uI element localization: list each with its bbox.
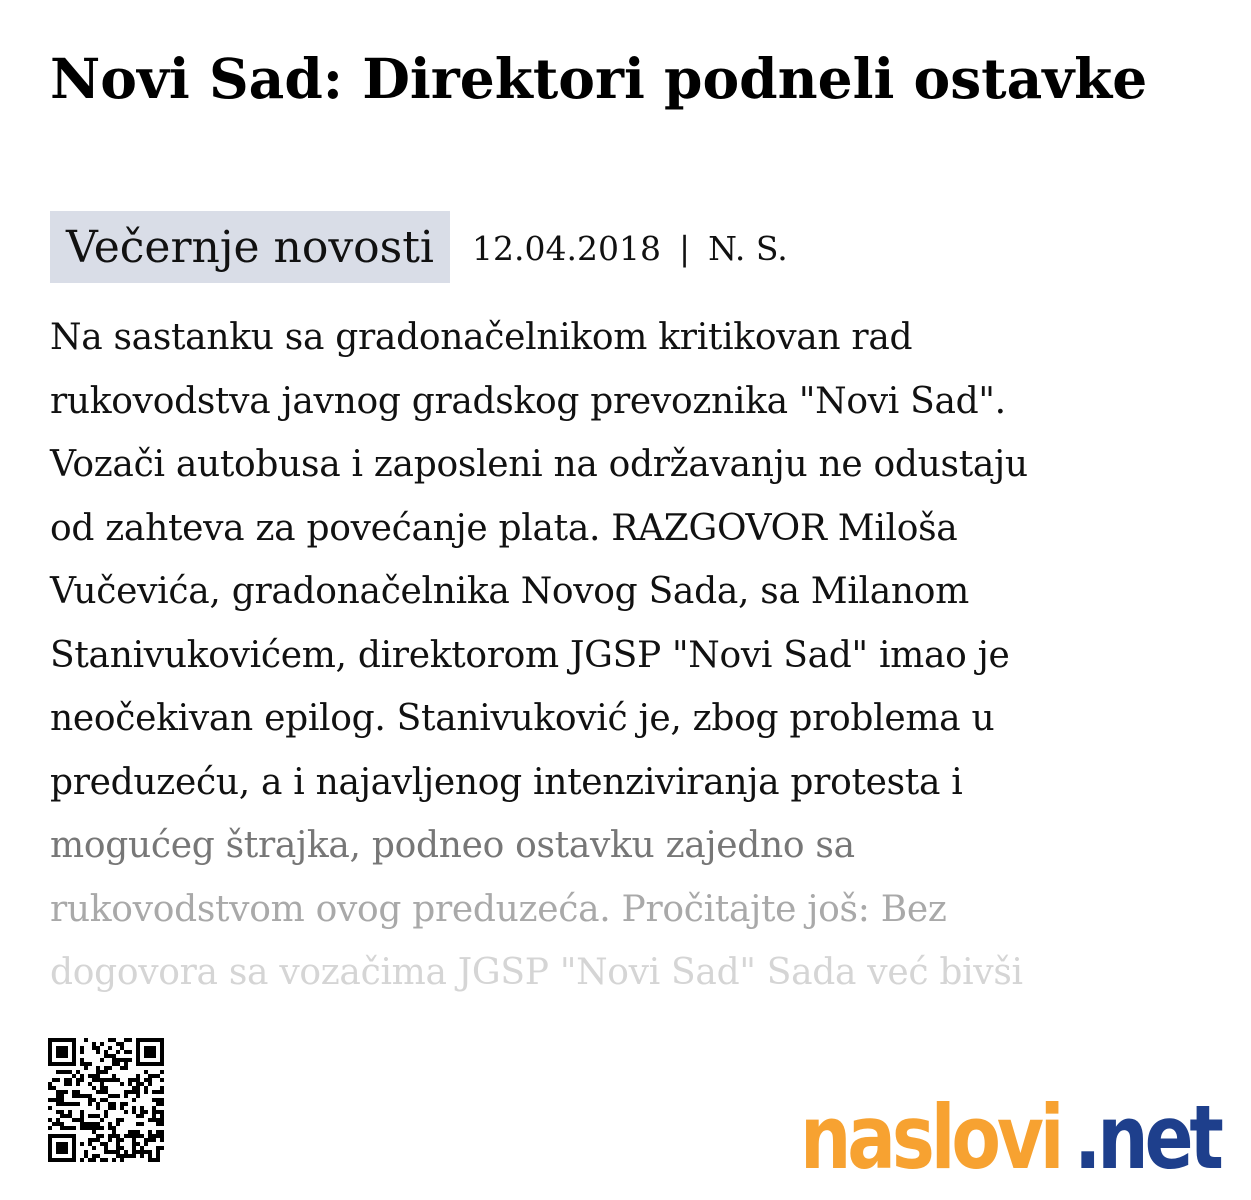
body-line: rukovodstvom ovog preduzeća. Pročitajte još: Bez (50, 888, 947, 930)
body-line: Stanivukovićem, direktorom JGSP "Novi Sad" imao je (50, 634, 1010, 676)
article-meta (50, 211, 788, 283)
body-line: neočekivan epilog. Stanivuković je, zbog problema u (50, 698, 995, 739)
body-line: od zahteva za povećanje plata. RAZGOVOR Miloša (50, 507, 958, 549)
logo-text-naslovi: naslovi (800, 1086, 1061, 1189)
body-line: dogovora sa vozačima JGSP "Novi Sad" Sada već bivši (50, 952, 1023, 993)
body-line: preduzeću, a i najavljenog intenziviranja protesta i (50, 761, 963, 803)
body-line: rukovodstva javnog gradskog prevoznika "Novi Sad". (50, 380, 1006, 422)
article-author: N. S. (708, 229, 788, 268)
qr-code-icon (48, 1038, 164, 1162)
article-title: Novi Sad: Direktori podneli ostavke (50, 46, 1148, 111)
body-line: Na sastanku sa gradonačelnikom kritikovan rad (50, 317, 913, 358)
logo-text-net: .net (1073, 1086, 1220, 1189)
body-line: Vučevića, gradonačelnika Novog Sada, sa Milanom (50, 571, 970, 612)
source-badge[interactable]: Večernje novosti (50, 211, 450, 283)
body-line: Vozači autobusa i zaposleni na održavanju ne odustaju (50, 444, 1028, 485)
article-body (50, 306, 1170, 1005)
meta-separator: | (678, 229, 691, 268)
body-line: mogućeg štrajka, podneo ostavku zajedno sa (50, 825, 855, 866)
meta-info (472, 229, 788, 269)
article-date: 12.04.2018 (472, 229, 661, 268)
naslovi-logo[interactable] (800, 1052, 1251, 1189)
